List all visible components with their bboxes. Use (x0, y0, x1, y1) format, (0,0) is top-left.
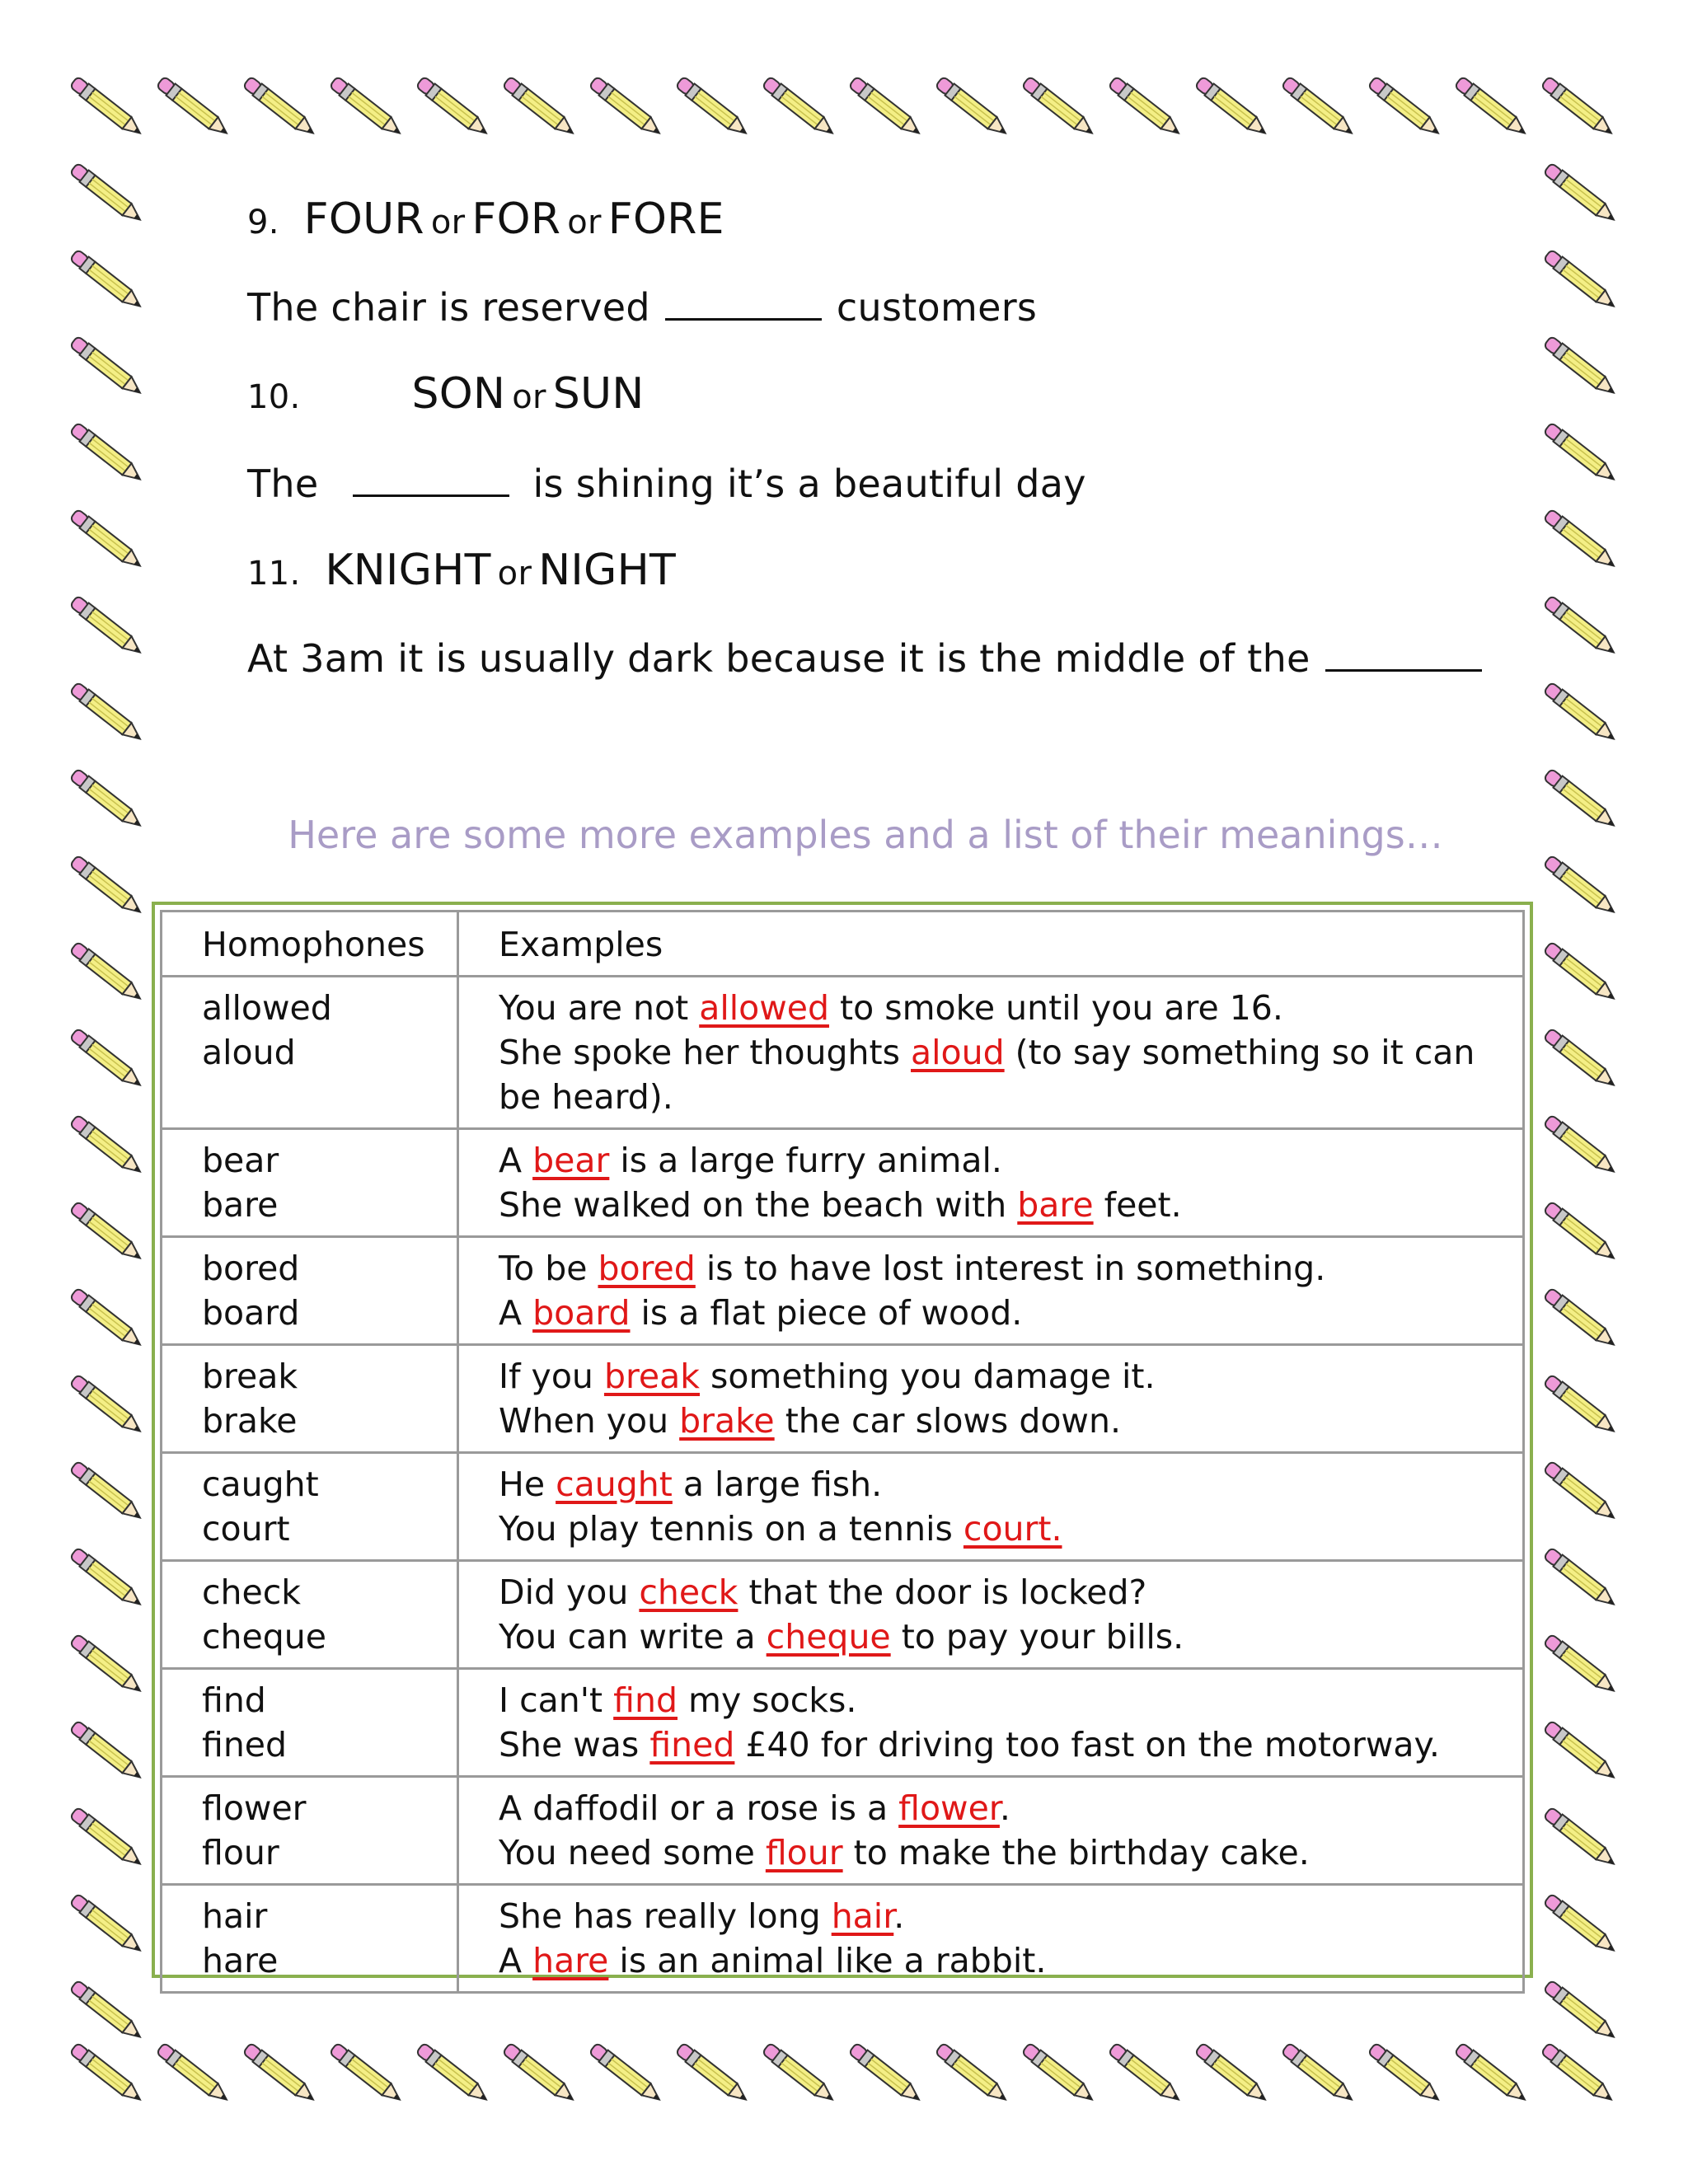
pencil-icon (838, 2034, 937, 2116)
choice-connector: or (567, 204, 602, 241)
sentence-text: Did you (499, 1572, 640, 1612)
pencil-icon (1271, 68, 1370, 150)
pencil-icon (1533, 500, 1632, 583)
pencil-icon (59, 1279, 158, 1361)
example-sentence (499, 1354, 1522, 1399)
homophone-cell (162, 1777, 458, 1885)
pencil-icon (319, 2034, 418, 2116)
homophone-word: hair (202, 1896, 268, 1936)
homophone-word: caught (202, 1465, 319, 1504)
sentence-text: my socks. (678, 1680, 857, 1720)
pencil-icon (1533, 154, 1632, 237)
highlighted-homophone: caught (556, 1465, 673, 1504)
pencil-icon (1533, 933, 1632, 1015)
homophone-cell (162, 1237, 458, 1345)
example-sentence (499, 1830, 1522, 1875)
pencil-icon (1357, 2034, 1456, 2116)
choice-word: FOR (471, 194, 561, 244)
pencil-icon (59, 846, 158, 929)
example-sentence (499, 1183, 1522, 1227)
pencil-icon (1533, 1106, 1632, 1188)
sentence-text: something you damage it. (700, 1357, 1156, 1396)
pencil-icon (59, 1971, 158, 2054)
pencil-icon (1533, 1279, 1632, 1361)
examples-cell (458, 1561, 1524, 1669)
pencil-icon (1444, 2034, 1543, 2116)
pencil-icon (146, 2034, 245, 2116)
example-sentence (499, 1894, 1522, 1938)
choice-word: NIGHT (538, 546, 677, 595)
sentence-text: You are not (499, 988, 700, 1028)
pencil-icon (1533, 1539, 1632, 1621)
pencil-icon (1098, 2034, 1197, 2116)
answer-blank[interactable] (1325, 636, 1482, 672)
highlighted-homophone: fined (649, 1725, 735, 1765)
pencil-icon (59, 500, 158, 583)
pencil-icon (59, 933, 158, 1015)
table-row (162, 1561, 1524, 1669)
sentence-text: She was (499, 1725, 650, 1765)
sentence-text: She has really long (499, 1896, 832, 1936)
homophone-word: find (202, 1680, 266, 1720)
pencil-icon (492, 2034, 591, 2116)
sentence-text: The chair is reserved (247, 285, 650, 330)
pencil-icon (1533, 1885, 1632, 1967)
pencil-icon (1011, 68, 1110, 150)
examples-cell (458, 1669, 1524, 1777)
sentence-text: She spoke her thoughts (499, 1033, 911, 1072)
homophone-cell (162, 1129, 458, 1237)
examples-cell (458, 1129, 1524, 1237)
homophone-word: bare (202, 1185, 279, 1225)
homophone-word: fined (202, 1725, 288, 1765)
homophone-word: bear (202, 1141, 279, 1180)
homophone-word: brake (202, 1401, 298, 1441)
highlighted-homophone: find (613, 1680, 678, 1720)
pencil-icon (579, 2034, 678, 2116)
homophone-cell (162, 1669, 458, 1777)
sentence-text: A (499, 1141, 533, 1180)
sentence-text: is an animal like a rabbit. (608, 1941, 1047, 1980)
pencil-icon (1011, 2034, 1110, 2116)
table-row (162, 977, 1524, 1129)
homophone-word: flower (202, 1788, 307, 1828)
pencil-icon (925, 2034, 1024, 2116)
pencil-icon (232, 68, 331, 150)
sentence-text: The (247, 462, 319, 506)
pencil-icon (59, 1798, 158, 1881)
sentence-text: I can't (499, 1680, 614, 1720)
answer-blank[interactable] (665, 285, 822, 321)
question-number: 10. (247, 378, 301, 416)
pencil-icon (59, 1193, 158, 1275)
sentence-text: A (499, 1293, 533, 1333)
pencil-icon (59, 587, 158, 669)
highlighted-homophone: break (603, 1357, 701, 1396)
highlighted-homophone: flour (765, 1833, 843, 1872)
pencil-icon (1533, 1452, 1632, 1535)
homophone-word: break (202, 1357, 298, 1396)
sentence-text: that the door is locked? (738, 1572, 1147, 1612)
homophone-word: check (202, 1572, 302, 1612)
table-row (162, 1453, 1524, 1561)
question-10-sentence (247, 462, 1086, 506)
sentence-text: to make the birthday cake. (842, 1833, 1310, 1872)
choice-word: SON (411, 369, 506, 419)
examples-cell (458, 1237, 1524, 1345)
sentence-text: When you (499, 1401, 680, 1441)
sentence-text: is to have lost interest in something. (695, 1249, 1326, 1288)
highlighted-homophone: cheque (766, 1617, 891, 1657)
pencil-icon (925, 68, 1024, 150)
choice-word: FOUR (303, 194, 424, 244)
sentence-text: At 3am it is usually dark because it is the middle of the (247, 636, 1311, 681)
pencil-icon (1184, 2034, 1283, 2116)
pencil-icon (752, 68, 851, 150)
sentence-text: is a large furry animal. (609, 1141, 1002, 1180)
example-sentence (499, 1507, 1522, 1551)
table-row (162, 1237, 1524, 1345)
column-header-homophones: Homophones (162, 912, 458, 977)
example-sentence (499, 1786, 1522, 1830)
intro-text: Here are some more examples and a list of their meanings… (288, 813, 1443, 857)
choice-connector: or (512, 378, 546, 416)
sentence-text: is a flat piece of wood. (630, 1293, 1023, 1333)
pencil-icon (1533, 1625, 1632, 1708)
pencil-icon (1184, 68, 1283, 150)
sentence-text: to pay your bills. (890, 1617, 1184, 1657)
pencil-icon (59, 673, 158, 756)
sentence-text: customers (836, 285, 1038, 330)
examples-cell (458, 1345, 1524, 1453)
sentence-text: You can write a (499, 1617, 767, 1657)
pencil-icon (492, 68, 591, 150)
sentence-text: To be (499, 1249, 598, 1288)
choice-connector: or (497, 555, 532, 593)
sentence-text: He (499, 1465, 556, 1504)
pencil-icon (1533, 1798, 1632, 1881)
pencil-icon (838, 68, 937, 150)
highlighted-homophone: bored (598, 1249, 696, 1288)
homophone-word: aloud (202, 1033, 296, 1072)
sentence-text: the car slows down. (774, 1401, 1121, 1441)
pencil-icon (1533, 587, 1632, 669)
sentence-text: . (999, 1788, 1010, 1828)
example-sentence (499, 1462, 1522, 1507)
pencil-icon (665, 68, 764, 150)
sentence-text: £40 for driving too fast on the motorway. (734, 1725, 1440, 1765)
pencil-icon (406, 2034, 504, 2116)
question-10-header (247, 369, 645, 419)
choice-word: FORE (607, 194, 724, 244)
pencil-icon (1444, 68, 1543, 150)
homophone-word: hare (202, 1941, 279, 1980)
pencil-icon (1533, 1971, 1632, 2054)
homophones-table (160, 910, 1525, 1994)
question-9-header (247, 194, 724, 244)
pencil-icon (59, 154, 158, 237)
homophone-cell (162, 1885, 458, 1993)
pencil-icon (59, 1625, 158, 1708)
example-sentence (499, 1246, 1522, 1291)
highlighted-homophone: board (532, 1293, 631, 1333)
highlighted-homophone: check (639, 1572, 738, 1612)
choice-word: SUN (552, 369, 645, 419)
sentence-text: is shining it’s a beautiful day (532, 462, 1086, 506)
pencil-icon (59, 1452, 158, 1535)
highlighted-homophone: bare (1017, 1185, 1094, 1225)
pencil-icon (59, 1366, 158, 1448)
highlighted-homophone: flower (898, 1788, 1000, 1828)
highlighted-homophone: brake (679, 1401, 775, 1441)
pencil-icon (579, 68, 678, 150)
pencil-icon (59, 68, 158, 150)
sentence-text: A (499, 1941, 533, 1980)
choice-word: KNIGHT (325, 546, 491, 595)
pencil-icon (1533, 327, 1632, 410)
sentence-text: She walked on the beach with (499, 1185, 1018, 1225)
example-sentence (499, 1722, 1522, 1767)
pencil-icon (59, 1019, 158, 1102)
example-sentence (499, 1615, 1522, 1659)
homophone-cell (162, 1561, 458, 1669)
pencil-icon (1098, 68, 1197, 150)
highlighted-homophone: court. (963, 1509, 1062, 1549)
table-row (162, 1777, 1524, 1885)
pencil-icon (59, 414, 158, 496)
table-row (162, 1885, 1524, 1993)
examples-cell (458, 1777, 1524, 1885)
highlighted-homophone: hair (831, 1896, 894, 1936)
homophone-word: board (202, 1293, 300, 1333)
example-sentence (499, 1678, 1522, 1722)
pencil-icon (1271, 2034, 1370, 2116)
homophone-word: flour (202, 1833, 279, 1872)
highlighted-homophone: aloud (911, 1033, 1005, 1072)
column-header-examples: Examples (458, 912, 1524, 977)
question-9-sentence (247, 285, 1037, 330)
highlighted-homophone: bear (532, 1141, 610, 1180)
homophone-cell (162, 977, 458, 1129)
sentence-text: a large fish. (672, 1465, 883, 1504)
pencil-icon (665, 2034, 764, 2116)
pencil-icon (752, 2034, 851, 2116)
examples-cell (458, 977, 1524, 1129)
question-11-sentence (247, 636, 1497, 681)
sentence-text: . (893, 1896, 905, 1936)
sentence-text: You need some (499, 1833, 766, 1872)
pencil-icon (59, 241, 158, 323)
question-number: 9. (247, 204, 279, 241)
pencil-icon (59, 1539, 158, 1621)
pencil-icon (146, 68, 245, 150)
homophone-word: allowed (202, 988, 332, 1028)
homophone-cell (162, 1453, 458, 1561)
example-sentence (499, 1030, 1522, 1119)
pencil-icon (406, 68, 504, 150)
sentence-text: (to say something so it can be heard). (499, 1033, 1475, 1117)
pencil-icon (1533, 241, 1632, 323)
homophones-table-frame (152, 902, 1533, 1978)
sentence-text: If you (499, 1357, 604, 1396)
question-number: 11. (247, 555, 301, 593)
sentence-text: feet. (1093, 1185, 1182, 1225)
pencil-icon (1533, 1019, 1632, 1102)
choice-connector: or (430, 204, 466, 241)
pencil-icon (59, 1712, 158, 1794)
examples-cell (458, 1885, 1524, 1993)
question-11-header (247, 546, 676, 595)
pencil-icon (1531, 68, 1629, 150)
pencil-icon (59, 1106, 158, 1188)
sentence-text: You play tennis on a tennis (499, 1509, 964, 1549)
pencil-icon (232, 2034, 331, 2116)
homophone-cell (162, 1345, 458, 1453)
table-row (162, 1669, 1524, 1777)
sentence-text: A daffodil or a rose is a (499, 1788, 899, 1828)
homophone-word: bored (202, 1249, 300, 1288)
highlighted-homophone: hare (532, 1941, 609, 1980)
pencil-icon (59, 327, 158, 410)
pencil-icon (1357, 68, 1456, 150)
examples-cell (458, 1453, 1524, 1561)
sentence-text: to smoke until you are 16. (829, 988, 1283, 1028)
homophone-word: court (202, 1509, 290, 1549)
example-sentence (499, 986, 1522, 1030)
pencil-icon (1533, 673, 1632, 756)
example-sentence (499, 1399, 1522, 1443)
example-sentence (499, 1138, 1522, 1183)
pencil-icon (1533, 1193, 1632, 1275)
example-sentence (499, 1291, 1522, 1335)
pencil-icon (1533, 846, 1632, 929)
pencil-icon (1533, 414, 1632, 496)
pencil-icon (319, 68, 418, 150)
table-row (162, 1345, 1524, 1453)
pencil-icon (1533, 1366, 1632, 1448)
pencil-icon (1533, 1712, 1632, 1794)
highlighted-homophone: allowed (699, 988, 829, 1028)
table-header-row (162, 912, 1524, 977)
example-sentence (499, 1570, 1522, 1615)
homophone-word: cheque (202, 1617, 326, 1657)
example-sentence (499, 1938, 1522, 1983)
answer-blank[interactable] (353, 462, 509, 497)
table-row (162, 1129, 1524, 1237)
pencil-icon (59, 1885, 158, 1967)
